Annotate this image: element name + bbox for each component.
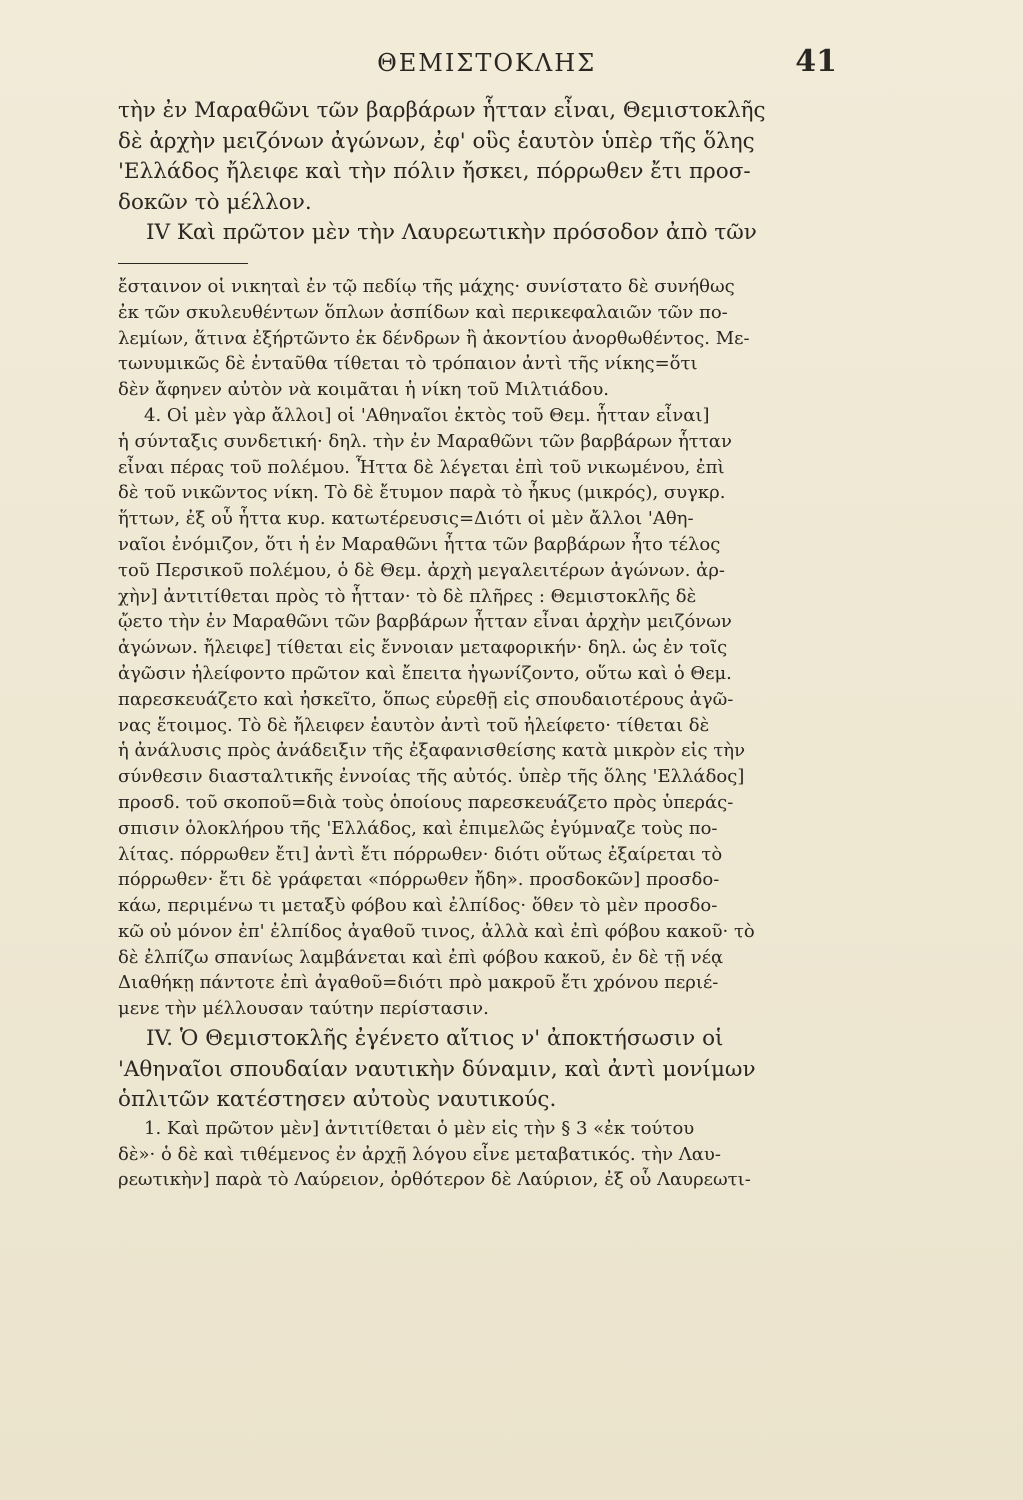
page-number: 41 xyxy=(795,44,837,79)
main-paragraph-iv: IV Καὶ πρῶτον μὲν τὴν Λαυρεωτικὴν πρόσοδον ἀπὸ τῶν xyxy=(146,220,757,246)
running-title: ΘΕΜΙΣΤΟΚΛΗΣ xyxy=(377,49,597,77)
note-continuation: ἔσταινον οἱ νικηταὶ ἐν τῷ πεδίῳ τῆς μάχης· συνίστατο δὲ συνήθως ἐκ τῶν σκυλευθέντων ὅπλων ἀσπίδων καὶ περικεφαλαιῶν τῶν πο- λεμίων, ἅτινα ἐξήρτῶντο ἐκ δένδρων ἢ ἀκοντίου ἀνορθωθέντος. Με- τωνυμικῶς δὲ ἐνταῦθα τίθεται τὸ τρόπαιον ἀντὶ τῆς νίκης=ὅτι δὲν ἄφηνεν αὐτὸν νὰ κοιμᾶται ἡ νίκη τοῦ Μιλτιάδου. xyxy=(118,275,750,401)
commentary-notes xyxy=(118,274,837,1193)
main-text xyxy=(118,96,837,249)
footnote-divider xyxy=(118,263,248,264)
note-iv-1: 1. Καὶ πρῶτον μὲν] ἀντιτίθεται ὁ μὲν εἰς τὴν § 3 «ἐκ τούτου δὲ»· ὁ δὲ καὶ τιθέμενος ἐν ἀρχῇ λόγου εἶνε μεταβατικός. τὴν Λαυ- ρεωτικὴν] παρὰ τὸ Λαύρειον, ὀρθότερον δὲ Λαύριον, ἐξ οὗ Λαυρεωτι- xyxy=(118,1117,751,1191)
main-paragraph: τὴν ἐν Μαραθῶνι τῶν βαρβάρων ἧτταν εἶναι, Θεμιστοκλῆς δὲ ἀρχὴν μειζόνων ἀγώνων, ἐφ' οὓς ἑαυτὸν ὑπὲρ τῆς ὅλης 'Ελλάδος ἤλειφε καὶ τὴν πόλιν ἤσκει, πόρρωθεν ἔτι προσ- δοκῶν τὸ μέλλον. xyxy=(118,98,766,215)
page-header xyxy=(118,44,837,96)
note-4: 4. Οἱ μὲν γὰρ ἄλλοι] οἱ 'Αθηναῖοι ἐκτὸς τοῦ Θεμ. ἧτταν εἶναι] ἡ σύνταξις συνδετική· δηλ. τὴν ἐν Μαραθῶνι τῶν βαρβάρων ἧτταν εἶναι πέρας τοῦ πολέμου. Ἧττα δὲ λέγεται ἐπὶ τοῦ νικωμένου, ἐπὶ δὲ τοῦ νικῶντος νίκη. Τὸ δὲ ἔτυμον παρὰ τὸ ἦκυς (μικρός), συγκρ. ἥττων, ἐξ οὗ ἧττα κυρ. κατωτέρευσις=Διότι οἱ μὲν ἄλλοι 'Αθη- ναῖοι ἐνόμιζον, ὅτι ἡ ἐν Μαραθῶνι ἧττα τῶν βαρβάρων ἦτο τέλος τοῦ Περσικοῦ πολέμου, ὁ δὲ Θεμ. ἀρχὴ μεγαλειτέρων ἀγώνων. ἀρ- χὴν] ἀντιτίθεται πρὸς τὸ ἧτταν· τὸ δὲ πλῆρες : Θεμιστοκλῆς δὲ ᾤετο τὴν ἐν Μαραθῶνι τῶν βαρβάρων ἧτταν εἶναι ἀρχὴν μειζόνων ἀγώνων. ἤλειφε] τίθεται εἰς ἔννοιαν μεταφορικήν· δηλ. ὡς ἐν τοῖς ἀγῶσιν ἠλείφοντο πρῶτον καὶ ἔπειτα ἠγωνίζοντο, οὕτω καὶ ὁ Θεμ. παρεσκευάζετο καὶ ἠσκεῖτο, ὅπως εὑρεθῇ εἰς σπουδαιοτέρους ἀγῶ- νας ἕτοιμος. Τὸ δὲ ἤλειφεν ἑαυτὸν ἀντὶ τοῦ ἠλείφετο· τίθεται δὲ ἡ ἀνάλυσις πρὸς ἀνάδειξιν τῆς ἐξαφανισθείσης κατὰ μικρὸν εἰς τὴν σύνθεσιν διασταλτικῆς ἐννοίας τῆς αὐτός. ὑπὲρ τῆς ὅλης 'Ελλάδος] προσδ. τοῦ σκοποῦ=διὰ τοὺς ὁποίους παρεσκευάζετο πρὸς ὑπεράς- σπισιν ὁλοκλήρου τῆς 'Ελλάδος, καὶ ἐπιμελῶς ἐγύμναζε τοὺς πο- λίτας. πόρρωθεν ἔτι] ἀντὶ ἔτι πόρρωθεν· διότι οὕτως ἐξαίρεται τὸ πόρρωθεν· ἔτι δὲ γράφεται «πόρρωθεν ἤδη». προσδοκῶν] προσδο- κάω, περιμένω τι μεταξὺ φόβου καὶ ἐλπίδος· ὅθεν τὸ μὲν προσδο- κῶ οὐ μόνον ἐπ' ἐλπίδος ἀγαθοῦ τινος, ἀλλὰ καὶ ἐπὶ φόβου κακοῦ· τὸ δὲ ἐλπίζω σπανίως λαμβάνεται καὶ ἐπὶ φόβου κακοῦ, ἐν δὲ τῇ νέᾳ Διαθήκῃ πάντοτε ἐπὶ ἀγαθοῦ=διότι πρὸ μακροῦ ἔτι χρόνου περιέ- μενε τὴν μέλλουσαν ταύτην περίστασιν. xyxy=(118,404,755,1020)
section-iv-summary: IV. Ὁ Θεμιστοκλῆς ἐγένετο αἴτιος ν' ἀποκτήσωσιν οἱ 'Αθηναῖοι σπουδαίαν ναυτικὴν δύναμιν, καὶ ἀντὶ μονίμων ὁπλιτῶν κατέστησεν αὐτοὺς ναυτικούς. xyxy=(118,1026,756,1113)
